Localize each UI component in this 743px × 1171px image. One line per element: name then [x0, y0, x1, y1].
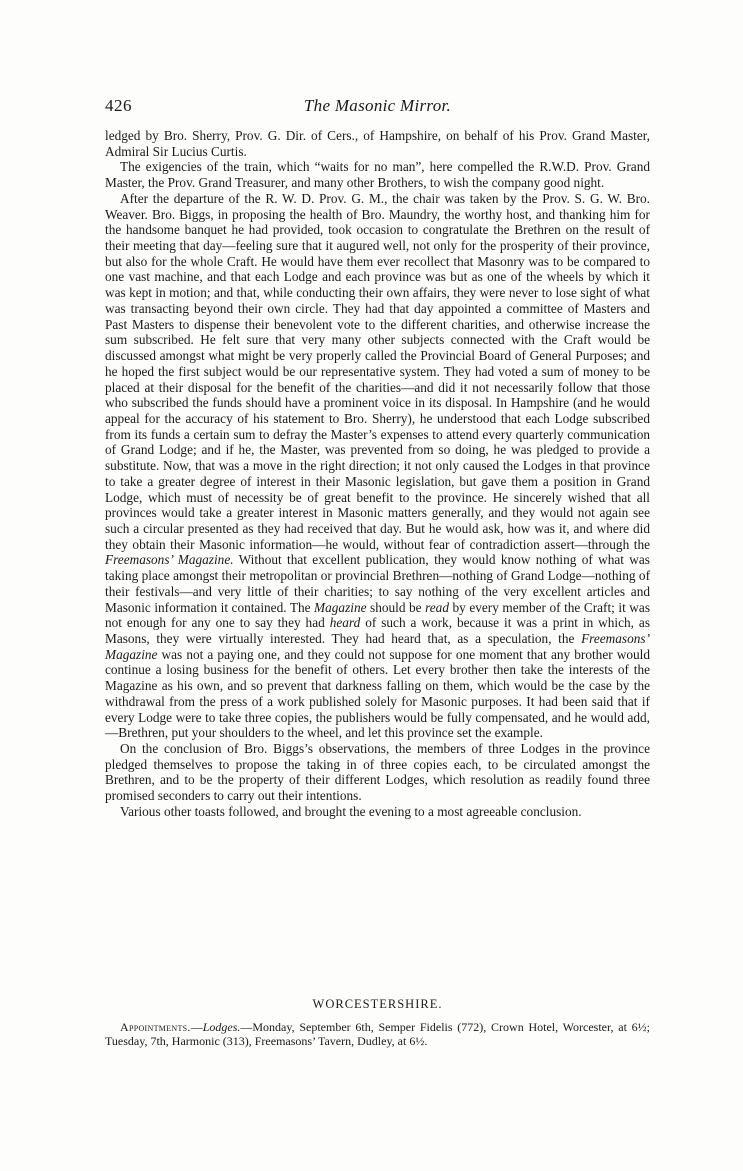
appointments-text: —Monday, September 6th, Semper Fidelis (772), Crown Hotel, Worcester, at 6½; Tuesday, 7th, Harmonic (313), Freemasons’ Tavern, Dudley, at 6½. [105, 1020, 650, 1048]
paragraph-3-text-1: After the departure of the R. W. D. Prov. G. M., the chair was taken by the Prov. S. G. W. Bro. Weaver. Bro. Biggs, in proposing the health of Bro. Maundry, the worthy host, and thanking him for the handsome banquet he had provided, took occasion to congratulate the Brethren on the result of their meeting that day—feeling sure that it augured well, not only for the prosperity of their province, but also for the whole Craft. He would have them ever recollect that Masonry was to be compared to one vast machine, and that each Lodge and each province was but as one of the wheels by which it was kept in motion; and that, while conducting their own affairs, they were never to lose sight of what was transacting beyond their own circle. They had that day appointed a committee of Masters and Past Masters to dispense their benevolent vote to the different charities, and otherwise increase the sum subscribed. He felt sure that very many other subjects connected with the Craft would be discussed amongst what might be very properly called the Provincial Board of General Purposes; and he hoped the first subject would be our representative system. They had voted a sum of money to be placed at their disposal for the benefit of the charities—and did it not necessarily follow that those who subscribed the funds should have a prominent voice in its disposal. In Hampshire (and he would appeal for the accuracy of his statement to Bro. Sherry), he understood that each Lodge subscribed from its funds a certain sum to defray the Master’s expenses to attend every quarterly communication of Grand Lodge; and if he, the Master, was prevented from so doing, he was pledged to provide a substitute. Now, that was a move in the right direction; it not only caused the Lodges in that province to take a greater degree of interest in their Masonic legislation, but gave them a position in Grand Lodge, which must of necessity be of great benefit to the province. He sincerely wished that all provinces would take a greater interest in Masonic matters generally, and they would not again see such a circular presented as they had received that day. But he would ask, how was it, and where did they obtain their Masonic information—he would, without fear of contradiction assert—through the [105, 190, 650, 552]
paragraph-3-text-2: Without that excellent publication, they would know nothing of what was taking place amongst their metropolitan or provincial Brethren—nothing of Grand Lodge—nothing of their festivals—and very little of their charities; to say nothing of the very excellent articles and Masonic information it contained. The [105, 552, 650, 615]
page-header [105, 96, 650, 118]
paragraph-1: ledged by Bro. Sherry, Prov. G. Dir. of Cers., of Hampshire, on behalf of his Prov. Grand Master, Admiral Sir Lucius Curtis. [105, 128, 650, 159]
appointments-dash: — [190, 1020, 203, 1034]
appointments-block [105, 1020, 650, 1048]
paragraph-2: The exigencies of the train, which “waits for no man”, here compelled the R.W.D. Prov. Grand Master, the Prov. Grand Treasurer, and many other Brothers, to wish the company good night. [105, 159, 650, 191]
magazine-title-2: Magazine [314, 599, 367, 615]
article-body [105, 128, 650, 820]
paragraph-3-text-5: of such a work, because it was a print in which, as Masons, they were virtually interested. They had heard that, as a speculation, the [105, 615, 650, 646]
appointments-paragraph [105, 1020, 650, 1048]
paragraph-4: On the conclusion of Bro. Biggs’s observations, the members of three Lodges in the province pledged themselves to propose the taking in of three copies each, to be circulated amongst the Brethren, and to be the property of their different Lodges, which resolution as readily found three promised seconders to carry out their intentions. [105, 741, 650, 804]
appointments-label: Appointments. [120, 1020, 191, 1034]
section-heading: WORCESTERSHIRE. [312, 997, 443, 1011]
emphasis-heard: heard [329, 615, 361, 631]
lodges-label: Lodges. [202, 1020, 241, 1034]
paragraph-3 [105, 191, 650, 741]
paragraph-3-text-4: by every member of the Craft; it was not enough for any one to say they had [105, 599, 650, 631]
paragraph-3-text-6: was not a paying one, and they could not suppose for one moment that any brother would continue a losing business for the benefit of others. Let every brother then take the interests of the Magazine as his own, and so prevent that darkness falling on them, which would be the case by the withdrawal from the press of a work published solely for Masonic purposes. It had been said that if every Lodge were to take three copies, the publishers would be fully compensated, and he would add,—Brethren, put your shoulders to the wheel, and let this province set the example. [105, 646, 650, 741]
paragraph-5: Various other toasts followed, and brought the evening to a most agreeable conclusion. [120, 803, 582, 819]
magazine-title-3: Freemasons’ Magazine [105, 631, 650, 662]
emphasis-read: read [425, 599, 449, 615]
paragraph-3-text-3: should be [366, 599, 426, 615]
page-number: 426 [105, 96, 132, 115]
magazine-title-1: Freemasons’ Magazine. [105, 552, 234, 568]
running-title: The Masonic Mirror. [303, 96, 452, 115]
